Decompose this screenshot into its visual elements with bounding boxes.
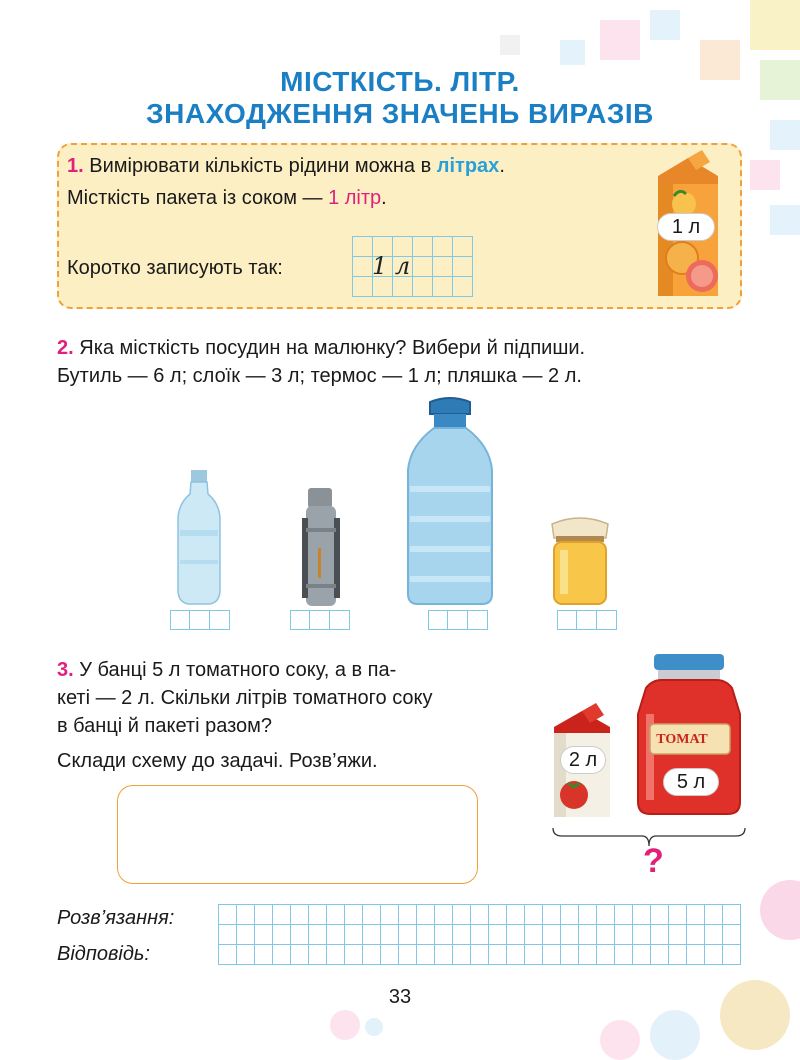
carton-label: 1 л [657, 213, 715, 241]
answer-cells-thermos[interactable] [290, 610, 350, 630]
task3-line2: кеті — 2 л. Скільки літрів томатного соку [57, 687, 433, 709]
answer-cells-bottle[interactable] [170, 610, 230, 630]
question-mark: ? [643, 842, 664, 880]
jar-label: 5 л [663, 768, 719, 796]
page-title-line2: ЗНАХОДЖЕННЯ ЗНАЧЕНЬ ВИРАЗІВ [146, 98, 654, 129]
scheme-drawing-box[interactable] [117, 785, 478, 884]
page-title-line1: МІСТКІСТЬ. ЛІТР. [280, 66, 520, 97]
solution-label: Розв’язання: [57, 907, 175, 929]
task1-written-sample: 1 л [372, 252, 411, 280]
answer-cells-jar[interactable] [557, 610, 617, 630]
task1-highlight-litres: літрах [436, 155, 500, 177]
task2-number: 2. [57, 337, 74, 359]
task3-number: 3. [57, 659, 74, 681]
task2-line1: 2. Яка місткість посудин на малюнку? Вибери й підпиши. [57, 337, 586, 359]
task1-number: 1. [67, 155, 84, 177]
task1-writing-grid [352, 236, 473, 297]
task1-highlight-one-litre: 1 літр [328, 187, 382, 209]
task2-line2: Бутиль — 6 л; слоїк — 3 л; термос — 1 л; пляшка — 2 л. [57, 365, 582, 387]
task1-line2: Місткість пакета із соком — 1 літр. [67, 187, 387, 209]
page-number: 33 [388, 986, 412, 1008]
jar-tag: ТОМАТ [656, 732, 708, 747]
answer-label: Відповідь: [57, 943, 150, 965]
task1-line3: Коротко записують так: [67, 257, 283, 279]
task3-line4: Склади схему до задачі. Розв’яжи. [57, 750, 378, 772]
task1-line1: 1. Вимірювати кількість рідини можна в літрах. [67, 155, 505, 177]
pack-label: 2 л [560, 746, 606, 774]
answer-cells-water-bottle[interactable] [428, 610, 488, 630]
task3-line3: в банці й пакеті разом? [57, 715, 273, 737]
solution-grid[interactable] [218, 904, 741, 965]
task3-line1: 3. У банці 5 л томатного соку, а в па- [57, 659, 397, 681]
